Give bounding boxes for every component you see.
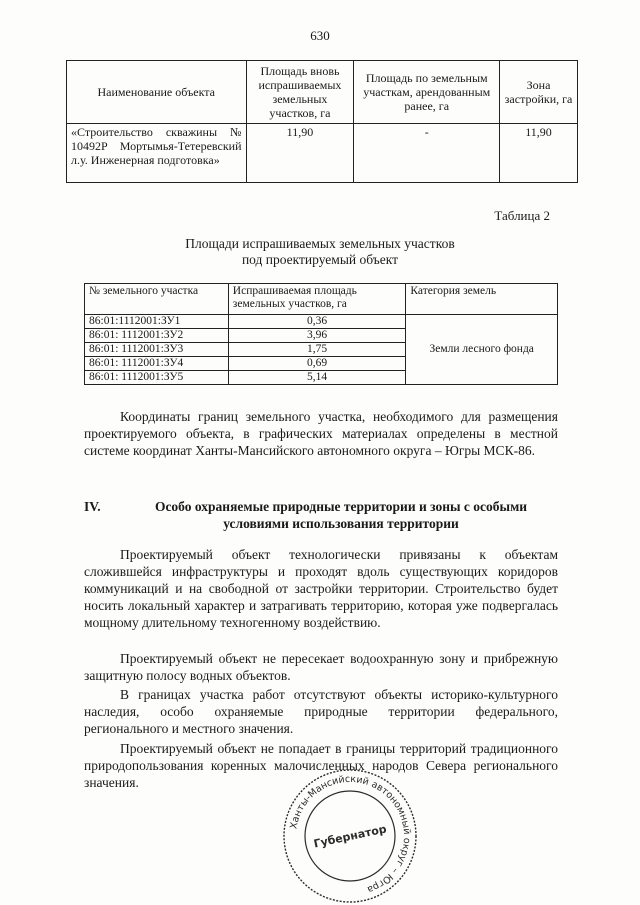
table2-title: [0, 236, 640, 268]
body-paragraph: Проектируемый объект не попадает в границы территорий традиционного природопользования коренных малочисленных народов Севера регионального значения.: [84, 741, 558, 790]
plot-area-cell: 0,36: [228, 315, 406, 329]
table2-title-line2: под проектируемый объект: [241, 252, 399, 267]
table-header-row: [67, 61, 578, 124]
section-title: Особо охраняемые природные территории и зоны с особыми условиями использования территории: [154, 499, 528, 531]
header-leased-area: Площадь по земельным участкам, арендованным ранее, га: [354, 61, 500, 124]
object-name-cell: «Строительство скважины № 10492Р Мортымья-Тетеревский л.у. Инженерная подготовка»: [67, 124, 247, 183]
header-requested-area: Испрашиваемая площадь земельных участков, га: [228, 284, 406, 315]
table-row: [67, 124, 578, 183]
header-plot-number: № земельного участка: [85, 284, 229, 315]
body-paragraph: Проектируемый объект технологически привязаны к объектам сложившейся инфраструктуры и проходят вдоль существующих коридоров коммуникаций и на свободной от застройки территории. Строительство будет носить локальный характер и затрагивать территорию, которая уже подвергалась мощному длительному техногенному воздействию.: [84, 547, 558, 630]
plot-number-cell: 86:01: 1112001:ЗУ3: [85, 343, 229, 357]
plot-number-cell: 86:01: 1112001:ЗУ2: [85, 329, 229, 343]
land-category-cell: Земли лесного фонда: [406, 315, 558, 385]
land-plots-table: [84, 283, 558, 385]
plot-number-cell: 86:01: 1112001:ЗУ5: [85, 371, 229, 385]
coordinates-paragraph: Координаты границ земельного участка, необходимого для размещения проектируемого объекта, в графических материалах определены в местной системе координат Ханты-Мансийского автономного округа – Югры МСК-86.: [84, 409, 558, 458]
table2-title-line1: Площади испрашиваемых земельных участков: [185, 236, 455, 251]
section-heading: [84, 498, 558, 532]
plot-area-cell: 3,96: [228, 329, 406, 343]
zone-cell: 11,90: [500, 124, 578, 183]
table-header-row: [85, 284, 558, 315]
new-area-cell: 11,90: [246, 124, 354, 183]
table-row: [85, 315, 558, 329]
header-zone: Зона застройки, га: [500, 61, 578, 124]
object-area-table: [66, 60, 578, 183]
governor-stamp: [282, 768, 418, 904]
plot-number-cell: 86:01: 1112001:ЗУ4: [85, 357, 229, 371]
header-land-category: Категория земель: [406, 284, 558, 315]
plot-area-cell: 1,75: [228, 343, 406, 357]
table2-caption: Таблица 2: [494, 208, 550, 223]
plot-number-cell: 86:01:1112001:ЗУ1: [85, 315, 229, 329]
leased-area-cell: -: [354, 124, 500, 183]
header-new-area: Площадь вновь испрашиваемых земельных участков, га: [246, 61, 354, 124]
body-paragraph: Проектируемый объект не пересекает водоохранную зону и прибрежную защитную полосу водных объектов.: [84, 651, 558, 683]
section-number: IV.: [84, 499, 101, 514]
body-paragraph: В границах участка работ отсутствуют объекты историко-культурного наследия, особо охраняемые природные территории федерального, регионального и местного значения.: [84, 687, 558, 736]
plot-area-cell: 0,69: [228, 357, 406, 371]
plot-area-cell: 5,14: [228, 371, 406, 385]
stamp-center-text: Губернатор: [312, 822, 388, 851]
page-number: 630: [310, 28, 330, 43]
header-object-name: Наименование объекта: [67, 61, 247, 124]
stamp-ring-text: Ханты-Мансийский автономный округ – Югра: [288, 773, 413, 895]
